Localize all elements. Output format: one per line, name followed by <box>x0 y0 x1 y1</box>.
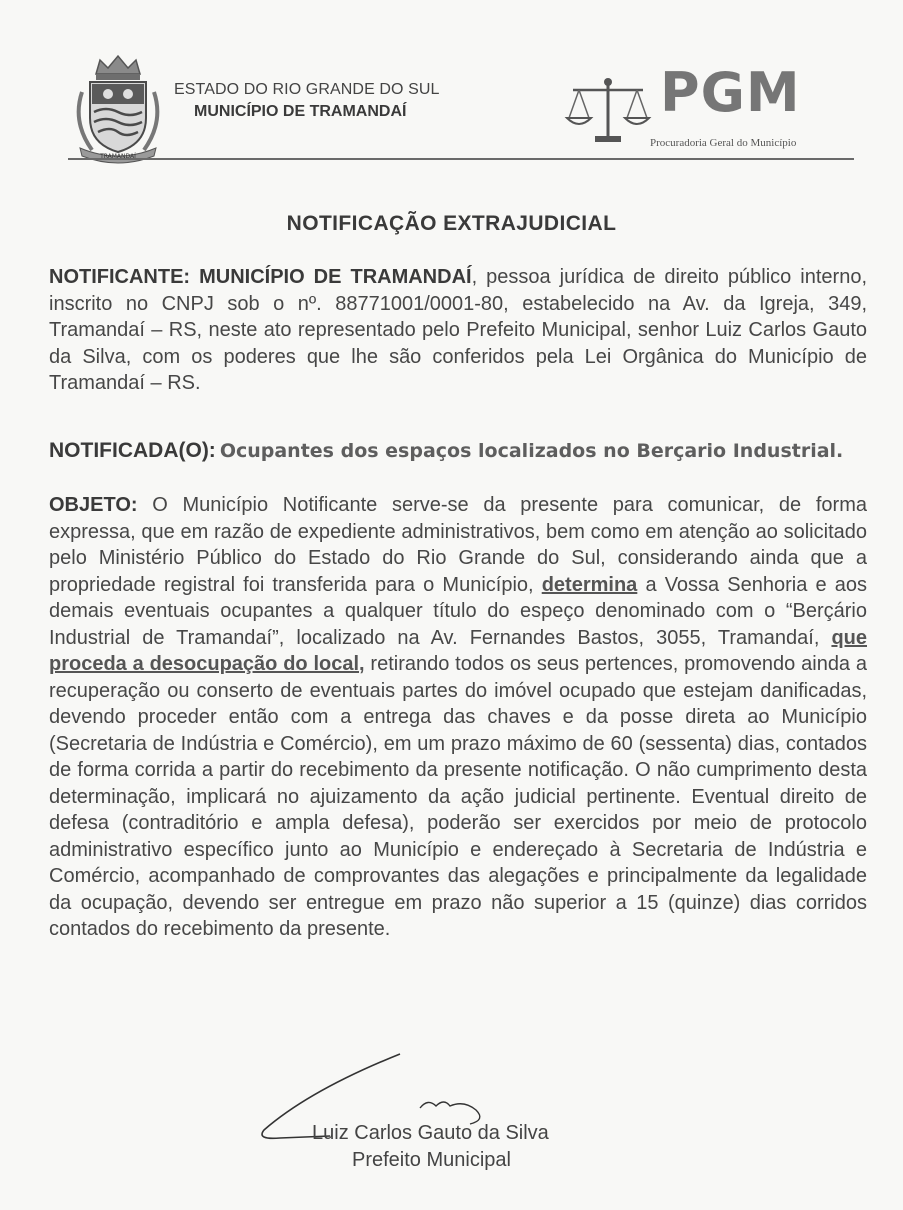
municipality-name: MUNICÍPIO DE TRAMANDAÍ <box>194 103 407 120</box>
objeto-text-1: O Município Notificante serve-se da presente para comunicar, de forma expressa, que em razão de expediente administrativos, bem como em atenção ao solicitado pelo Ministério Público do Estado do Rio Grande do Sul, considerando ainda que a propriedade registral foi transferida para o Município, <box>49 494 867 596</box>
objeto-text-2: a Vossa Senhoria e aos demais eventuais ocupantes a qualquer título do espeço denominado com o “Berçário Industrial de Tramandaí”, localizado na Av. Fernandes Bastos, 3055, Tramandaí, <box>49 573 867 649</box>
notificante-label: NOTIFICANTE: MUNICÍPIO DE TRAMANDAÍ <box>49 266 472 288</box>
notificada-paragraph <box>49 438 867 465</box>
notificada-text: Ocupantes dos espaços localizados no Berçario Industrial. <box>219 440 844 462</box>
signatory-role: Prefeito Municipal <box>352 1149 511 1171</box>
municipal-crest-icon <box>70 52 166 164</box>
state-name: ESTADO DO RIO GRANDE DO SUL <box>174 81 440 98</box>
scales-of-justice-icon <box>563 76 653 146</box>
svg-text:TRAMANDAÍ: TRAMANDAÍ <box>100 153 136 160</box>
notificada-label: NOTIFICADA(O): <box>49 439 216 462</box>
signatory-name: Luiz Carlos Gauto da Silva <box>312 1122 549 1144</box>
notificante-paragraph <box>49 264 867 397</box>
objeto-label: OBJETO: <box>49 494 138 516</box>
objeto-emphasis-desocupacao: que proceda a desocupação do local, <box>49 626 867 675</box>
objeto-emphasis-determina: determina <box>541 573 638 596</box>
notificante-text: , pessoa jurídica de direito público interno, inscrito no CNPJ sob o nº. 88771001/0001-80, estabelecido na Av. da Igreja, 349, Tramandaí – RS, neste ato representado pelo Prefeito Municipal, senhor Luiz Carlos Gauto da Silva, com os poderes que lhe são conferidos pela Lei Orgânica do Município de Tramandaí – RS. <box>49 266 867 394</box>
header-divider <box>68 158 854 160</box>
document-title: NOTIFICAÇÃO EXTRAJUDICIAL <box>286 212 617 235</box>
pgm-subtitle: Procuradoria Geral do Município <box>650 137 797 149</box>
objeto-text-3: retirando todos os seus pertences, promovendo ainda a recuperação ou conserto de eventuais partes do imóvel ocupado que estejam danificadas, devendo proceder então com a entrega das chaves e da posse direta ao Município (Secretaria de Indústria e Comércio), em um prazo máximo de 60 (sessenta) dias, contados de forma corrida a partir do recebimento da presente notificação. O não cumprimento desta determinação, implicará no ajuizamento da ação judicial pertinente. Eventual direito de defesa (contraditório e ampla defesa), poderão ser exercidos por meio de protocolo administrativo específico junto ao Município e endereçado à Secretaria de Indústria e Comércio, acompanhado de comprovantes das alegações e principalmente da legalidade da ocupação, devendo ser entregue em prazo não superior a 15 (quinze) dias corridos contados do recebimento da presente. <box>49 653 867 940</box>
pgm-logo: PGM <box>660 61 801 124</box>
header-institution <box>174 82 440 120</box>
objeto-paragraph <box>49 492 867 943</box>
